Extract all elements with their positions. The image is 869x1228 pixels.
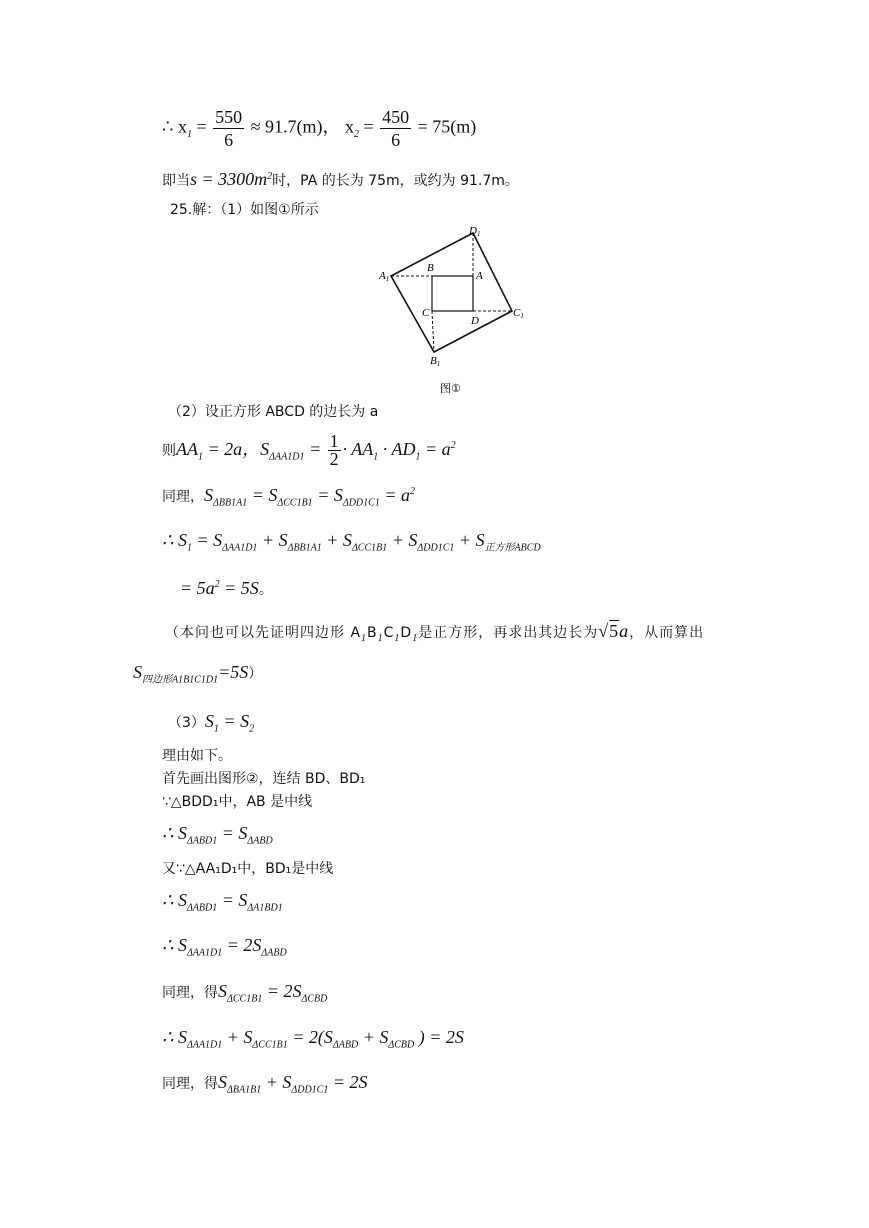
m: S [218, 981, 227, 1001]
text: （本问也可以先证明四边形 A [165, 625, 362, 641]
sub: ΔCC1B1 [277, 497, 313, 509]
label-b1: B1 [430, 355, 441, 368]
sub: ΔCC1B1 [252, 1039, 288, 1051]
median-statement-2: 又∵△AA₁D₁中，BD₁是中线 [162, 861, 334, 877]
num: 450 [382, 107, 410, 127]
sub: ΔAA1D1 [269, 451, 305, 463]
m: + S [387, 530, 418, 550]
sub: 1 [373, 451, 379, 463]
num: 550 [215, 107, 243, 127]
sub: ΔCBD [301, 993, 328, 1005]
sub: ΔBA1B1 [227, 1084, 262, 1096]
m: = S [217, 890, 248, 910]
text: ，从而算出 [629, 625, 705, 641]
m: = 5a [180, 578, 215, 598]
eq-cc1b1-2cbd [162, 981, 327, 1010]
m: + S [321, 530, 352, 550]
text: B [367, 625, 378, 641]
eq-quad-area [133, 662, 262, 691]
text: 。 [258, 582, 273, 598]
alt-proof-note [165, 621, 704, 649]
m: = [304, 439, 326, 459]
sub: 1 [377, 632, 384, 644]
draw-figure-2: 首先画出图形②，连结 BD、BD₁ [162, 771, 366, 787]
text: 同理，得 [162, 1076, 218, 1092]
m: ∴ S [162, 935, 187, 955]
eq-sum-2s [162, 1027, 464, 1056]
m: = 5S [219, 578, 259, 598]
label-d1: D1 [469, 225, 481, 238]
m: S [133, 662, 142, 682]
m: S [204, 485, 213, 505]
m: + S [358, 1027, 389, 1047]
sub: ΔABD1 [186, 902, 218, 914]
m: ) = 2S [414, 1027, 464, 1047]
sub: 四边形A1B1C1D1 [142, 674, 219, 686]
num: 1 [329, 431, 339, 452]
m: + S [257, 530, 288, 550]
eq-aa1 [162, 428, 456, 470]
sub: 1 [186, 129, 192, 141]
eq-abd1-abd [162, 823, 273, 852]
m: = 2S [222, 935, 262, 955]
m: = 2S [262, 981, 302, 1001]
sub: 1 [412, 632, 419, 644]
outer-square-a1b1c1d1 [391, 233, 512, 352]
m: S [218, 1072, 227, 1092]
m: ∴ S [162, 1027, 187, 1047]
inner-square-abcd [432, 276, 473, 311]
fraction-450-6 [380, 106, 411, 151]
sub: ΔDD1C1 [417, 542, 455, 554]
m: AA [176, 439, 198, 459]
m: = 2S [328, 1072, 368, 1092]
sub: 2 [353, 129, 359, 141]
text: 同理， [162, 489, 204, 505]
sub: ΔABD [247, 835, 273, 847]
eq: = [191, 116, 212, 137]
eq-5s [180, 575, 273, 600]
m: · AD [378, 439, 416, 459]
eq-ba1b1-2s [162, 1072, 368, 1101]
math: s = 3300m [190, 169, 268, 189]
sup: 2 [450, 440, 456, 451]
eq-x-values [162, 106, 476, 151]
median-statement-1: ∵△BDD₁中，AB 是中线 [162, 794, 313, 810]
fraction-550-6 [213, 106, 244, 151]
label-d: D [471, 315, 479, 327]
answer-line [162, 167, 519, 191]
m: = S [217, 823, 248, 843]
den: 2 [329, 449, 339, 470]
sup: 2 [267, 171, 273, 182]
part-3-claim [168, 711, 254, 740]
m: ∴ S [162, 823, 187, 843]
m: ∴ S [162, 530, 187, 550]
sub: ΔCC1B1 [227, 993, 263, 1005]
m: + S [261, 1072, 292, 1092]
sub: 1 [415, 451, 421, 463]
sub: ΔDD1C1 [291, 1084, 329, 1096]
m: ∴ S [162, 890, 187, 910]
part-2-setup: （2）设正方形 ABCD 的边长为 a [168, 404, 379, 420]
sub: ΔABD [332, 1039, 359, 1051]
m: + S [222, 1027, 253, 1047]
sup: 2 [409, 486, 415, 497]
sqrt-5a: √5a [598, 621, 630, 641]
sub: ΔAA1D1 [186, 947, 223, 959]
m: = S [191, 530, 223, 550]
text: 即当 [162, 173, 190, 189]
figure-caption: 图① [440, 382, 461, 395]
approx-text: ≈ 91.7(m)， x [246, 116, 354, 137]
m: = 2a，S [203, 439, 270, 459]
eq-s1-sum [162, 530, 541, 559]
sub: ΔCC1B1 [351, 542, 388, 554]
sub: 正方形ABCD [484, 542, 541, 554]
text: D [400, 625, 413, 641]
sub: ΔA1BD1 [247, 902, 283, 914]
sub: ΔBB1A1 [287, 542, 322, 554]
sub: ΔDD1C1 [342, 497, 380, 509]
den: 6 [391, 130, 401, 150]
sub: ΔABD [261, 947, 287, 959]
sub: 1 [186, 542, 192, 554]
therefore-x1: ∴ x [162, 116, 187, 137]
sub: ΔAA1D1 [222, 542, 258, 554]
label-c: C [422, 307, 430, 319]
eq: = [358, 116, 379, 137]
text: 是正方形，再求出其边长为 [418, 625, 599, 641]
result: = 75(m) [413, 116, 477, 137]
label-a: A [476, 270, 483, 282]
sub: 1 [198, 451, 203, 463]
sub: ΔBB1A1 [213, 497, 248, 509]
figure-1-diagram [372, 224, 552, 404]
label-c1: C1 [513, 307, 524, 320]
sub: 2 [249, 723, 255, 735]
fraction-1-2 [328, 433, 341, 468]
sub: 1 [213, 723, 219, 735]
m: =5S [218, 662, 249, 682]
eq-abd1-a1bd1 [162, 890, 283, 919]
m: = S [247, 485, 278, 505]
text: C [383, 625, 395, 641]
label-b: B [427, 262, 434, 274]
m: = S [218, 711, 250, 731]
den: 6 [224, 130, 234, 150]
m: = a [420, 439, 451, 459]
m: · AA [342, 439, 374, 459]
m: S [204, 711, 214, 731]
text: 时，PA 的长为 75m，或约为 91.7m。 [272, 173, 519, 189]
m: = S [312, 485, 343, 505]
text: （3） [168, 715, 205, 731]
text: ） [248, 666, 263, 682]
m: = a [379, 485, 410, 505]
text: 则 [162, 443, 176, 459]
text: 同理，得 [162, 985, 218, 1001]
m: + S [454, 530, 485, 550]
sup: 2 [214, 579, 220, 590]
eq-similar-areas [162, 482, 415, 514]
m: = 2(S [287, 1027, 333, 1047]
sub: 1 [361, 632, 368, 644]
reason-intro: 理由如下。 [162, 748, 232, 764]
sub: ΔAA1D1 [186, 1039, 223, 1051]
sub: ΔABD1 [186, 835, 218, 847]
eq-aa1d1-2abd [162, 935, 287, 964]
sub: 1 [394, 632, 401, 644]
problem-25-heading: 25.解：（1）如图①所示 [170, 202, 319, 218]
sub: ΔCBD [388, 1039, 415, 1051]
dashed-c-b1 [432, 311, 434, 352]
label-a1: A1 [379, 270, 390, 283]
